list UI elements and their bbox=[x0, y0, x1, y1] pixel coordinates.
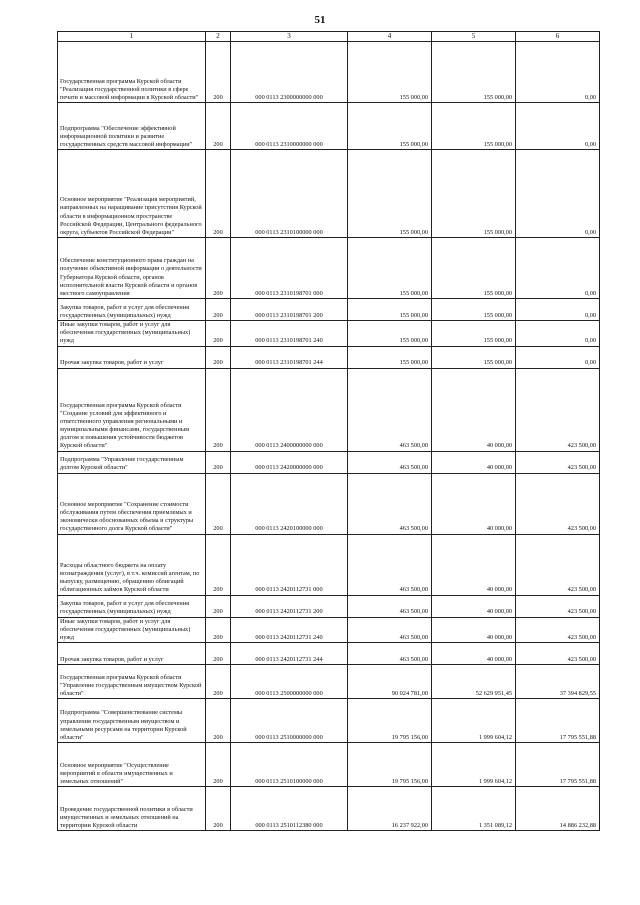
row-code: 200 bbox=[206, 665, 231, 699]
column-header: 4 bbox=[348, 32, 432, 42]
row-name: Государственная программа Курской области "Реализация государственной политики в сфере печати и массовой информации в Курской области" bbox=[58, 42, 206, 103]
row-value-6: 0,00 bbox=[516, 103, 600, 150]
row-code: 200 bbox=[206, 595, 231, 617]
row-value-6: 423 500,00 bbox=[516, 534, 600, 595]
table-row bbox=[58, 103, 600, 150]
row-value-6: 0,00 bbox=[516, 321, 600, 347]
table-row bbox=[58, 321, 600, 347]
row-value-6: 0,00 bbox=[516, 238, 600, 299]
row-value-5: 155 000,00 bbox=[432, 346, 516, 368]
row-classifier: 000 0113 2310000000 000 bbox=[231, 103, 348, 150]
column-header: 1 bbox=[58, 32, 206, 42]
row-name: Государственная программа Курской области "Управление государственным имуществом Курской области" bbox=[58, 665, 206, 699]
row-code: 200 bbox=[206, 42, 231, 103]
row-classifier: 000 0113 2510000000 000 bbox=[231, 699, 348, 743]
table-row bbox=[58, 42, 600, 103]
row-name: Подпрограмма "Обеспечение эффективной информационной политики и развитие государственных средств массовой информации" bbox=[58, 103, 206, 150]
row-name: Закупка товаров, работ и услуг для обеспечения государственных (муниципальных) нужд bbox=[58, 299, 206, 321]
row-code: 200 bbox=[206, 643, 231, 665]
row-code: 200 bbox=[206, 299, 231, 321]
table-row bbox=[58, 534, 600, 595]
row-value-4: 16 237 922,00 bbox=[348, 787, 432, 831]
row-value-4: 155 000,00 bbox=[348, 299, 432, 321]
row-code: 200 bbox=[206, 473, 231, 534]
page-number: 51 bbox=[314, 14, 326, 26]
row-value-4: 463 500,00 bbox=[348, 617, 432, 643]
row-value-5: 155 000,00 bbox=[432, 42, 516, 103]
row-code: 200 bbox=[206, 150, 231, 238]
row-value-4: 463 500,00 bbox=[348, 643, 432, 665]
row-name: Подпрограмма "Управление государственным долгом Курской области" bbox=[58, 451, 206, 473]
row-value-4: 463 500,00 bbox=[348, 595, 432, 617]
table-row bbox=[58, 617, 600, 643]
row-classifier: 000 0113 2300000000 000 bbox=[231, 42, 348, 103]
row-classifier: 000 0113 2310198701 000 bbox=[231, 238, 348, 299]
table-row bbox=[58, 595, 600, 617]
column-header: 5 bbox=[432, 32, 516, 42]
row-classifier: 000 0113 2510100000 000 bbox=[231, 743, 348, 787]
table-row bbox=[58, 787, 600, 831]
table-row bbox=[58, 238, 600, 299]
row-value-4: 155 000,00 bbox=[348, 103, 432, 150]
column-header: 2 bbox=[206, 32, 231, 42]
table-row bbox=[58, 150, 600, 238]
row-code: 200 bbox=[206, 534, 231, 595]
row-value-6: 0,00 bbox=[516, 346, 600, 368]
row-value-4: 19 795 156,00 bbox=[348, 743, 432, 787]
row-value-5: 1 999 604,12 bbox=[432, 699, 516, 743]
row-value-6: 17 795 551,88 bbox=[516, 699, 600, 743]
row-value-4: 19 795 156,00 bbox=[348, 699, 432, 743]
row-code: 200 bbox=[206, 368, 231, 451]
budget-table bbox=[57, 31, 600, 831]
row-value-5: 155 000,00 bbox=[432, 103, 516, 150]
row-classifier: 000 0113 2310198701 244 bbox=[231, 346, 348, 368]
row-name: Иные закупки товаров, работ и услуг для обеспечения государственных (муниципальных) нужд bbox=[58, 617, 206, 643]
row-value-5: 1 999 604,12 bbox=[432, 743, 516, 787]
column-header: 3 bbox=[231, 32, 348, 42]
row-value-4: 155 000,00 bbox=[348, 150, 432, 238]
row-value-5: 40 000,00 bbox=[432, 473, 516, 534]
row-value-4: 90 024 781,00 bbox=[348, 665, 432, 699]
row-value-6: 37 394 829,55 bbox=[516, 665, 600, 699]
row-classifier: 000 0113 2310100000 000 bbox=[231, 150, 348, 238]
table-row bbox=[58, 743, 600, 787]
row-code: 200 bbox=[206, 103, 231, 150]
row-name: Подпрограмма "Совершенствование системы управления государственным имуществом и земельными ресурсами на территории Курской области" bbox=[58, 699, 206, 743]
row-code: 200 bbox=[206, 699, 231, 743]
row-value-4: 155 000,00 bbox=[348, 42, 432, 103]
row-value-4: 463 500,00 bbox=[348, 534, 432, 595]
row-value-5: 155 000,00 bbox=[432, 238, 516, 299]
row-value-5: 40 000,00 bbox=[432, 617, 516, 643]
row-classifier: 000 0113 2420112731 000 bbox=[231, 534, 348, 595]
row-value-4: 155 000,00 bbox=[348, 346, 432, 368]
table-row bbox=[58, 473, 600, 534]
header-row bbox=[58, 32, 600, 42]
row-classifier: 000 0113 2420112731 240 bbox=[231, 617, 348, 643]
row-code: 200 bbox=[206, 617, 231, 643]
table-row bbox=[58, 451, 600, 473]
row-value-6: 423 500,00 bbox=[516, 643, 600, 665]
column-header: 6 bbox=[516, 32, 600, 42]
row-value-5: 40 000,00 bbox=[432, 534, 516, 595]
row-classifier: 000 0113 2510112380 000 bbox=[231, 787, 348, 831]
row-classifier: 000 0113 2400000000 000 bbox=[231, 368, 348, 451]
table-row bbox=[58, 643, 600, 665]
row-name: Иные закупки товаров, работ и услуг для обеспечения государственных (муниципальных) нужд bbox=[58, 321, 206, 347]
row-code: 200 bbox=[206, 451, 231, 473]
row-name: Закупка товаров, работ и услуг для обеспечения государственных (муниципальных) нужд bbox=[58, 595, 206, 617]
row-value-6: 423 500,00 bbox=[516, 368, 600, 451]
row-name: Основное мероприятие "Сохранение стоимости обслуживания путем обеспечения приемлемых и экономически обоснованных объема и структуры государственного долга Курской области" bbox=[58, 473, 206, 534]
row-name: Основное мероприятие "Реализация мероприятий, направленных на наращивание присутствия Курской области в информационном пространстве Российской Федерации, Центрального федерального округа, субъектов Российской Федерации" bbox=[58, 150, 206, 238]
row-classifier: 000 0113 2500000000 000 bbox=[231, 665, 348, 699]
row-value-5: 40 000,00 bbox=[432, 451, 516, 473]
row-value-6: 17 795 551,88 bbox=[516, 743, 600, 787]
row-classifier: 000 0113 2420000000 000 bbox=[231, 451, 348, 473]
row-value-5: 155 000,00 bbox=[432, 321, 516, 347]
row-value-5: 155 000,00 bbox=[432, 150, 516, 238]
row-name: Проведение государственной политики в области имущественных и земельных отношений на территории Курской области bbox=[58, 787, 206, 831]
row-name: Основное мероприятие "Осуществление мероприятий в области имущественных и земельных отношений" bbox=[58, 743, 206, 787]
row-code: 200 bbox=[206, 787, 231, 831]
row-name: Обеспечение конституционного права граждан на получение объективной информации о деятельности Губернатора Курской области, органов исполнительной власти Курской области и органов местного самоуправления bbox=[58, 238, 206, 299]
table-row bbox=[58, 346, 600, 368]
table-row bbox=[58, 665, 600, 699]
row-value-5: 1 351 089,12 bbox=[432, 787, 516, 831]
row-name: Расходы областного бюджета на оплату вознаграждения (услуг), в т.ч. комиссий агентам, по выпуску, размещению, обращению облигаций облигационных займов Курской области bbox=[58, 534, 206, 595]
row-classifier: 000 0113 2420112731 244 bbox=[231, 643, 348, 665]
row-value-4: 463 500,00 bbox=[348, 368, 432, 451]
row-value-6: 0,00 bbox=[516, 150, 600, 238]
row-value-6: 423 500,00 bbox=[516, 451, 600, 473]
row-value-5: 40 000,00 bbox=[432, 643, 516, 665]
row-value-6: 423 500,00 bbox=[516, 595, 600, 617]
row-code: 200 bbox=[206, 743, 231, 787]
table-row bbox=[58, 299, 600, 321]
row-value-5: 40 000,00 bbox=[432, 595, 516, 617]
row-classifier: 000 0113 2310198701 200 bbox=[231, 299, 348, 321]
row-value-6: 0,00 bbox=[516, 42, 600, 103]
row-classifier: 000 0113 2420112731 200 bbox=[231, 595, 348, 617]
row-value-5: 40 000,00 bbox=[432, 368, 516, 451]
table-row bbox=[58, 368, 600, 451]
row-code: 200 bbox=[206, 238, 231, 299]
row-value-6: 0,00 bbox=[516, 299, 600, 321]
row-name: Государственная программа Курской области "Создание условий для эффективного и ответственного управления региональными и муниципальными финансами, государственным долгом и повышения устойчивости бюджетов Курской области" bbox=[58, 368, 206, 451]
row-code: 200 bbox=[206, 346, 231, 368]
row-value-4: 463 500,00 bbox=[348, 451, 432, 473]
row-classifier: 000 0113 2420100000 000 bbox=[231, 473, 348, 534]
row-name: Прочая закупка товаров, работ и услуг bbox=[58, 643, 206, 665]
row-value-6: 423 500,00 bbox=[516, 473, 600, 534]
row-value-4: 463 500,00 bbox=[348, 473, 432, 534]
row-value-4: 155 000,00 bbox=[348, 238, 432, 299]
table-row bbox=[58, 699, 600, 743]
row-value-6: 14 886 232,88 bbox=[516, 787, 600, 831]
row-name: Прочая закупка товаров, работ и услуг bbox=[58, 346, 206, 368]
row-classifier: 000 0113 2310198701 240 bbox=[231, 321, 348, 347]
row-code: 200 bbox=[206, 321, 231, 347]
row-value-6: 423 500,00 bbox=[516, 617, 600, 643]
row-value-4: 155 000,00 bbox=[348, 321, 432, 347]
row-value-5: 52 629 951,45 bbox=[432, 665, 516, 699]
row-value-5: 155 000,00 bbox=[432, 299, 516, 321]
